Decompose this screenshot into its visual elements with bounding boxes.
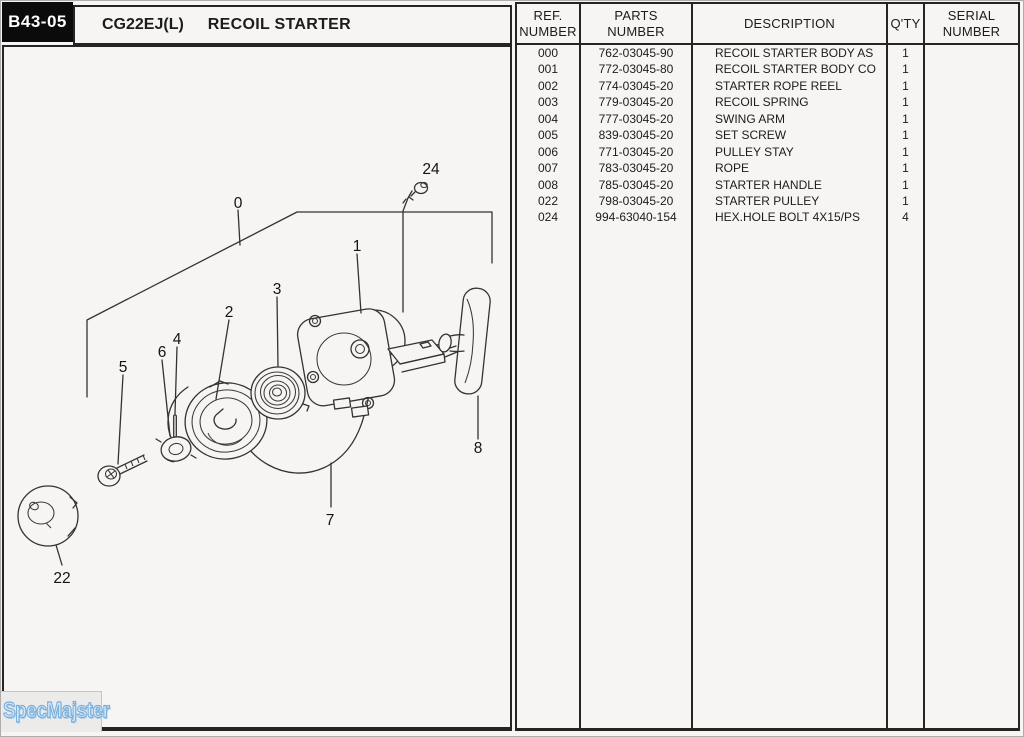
cell-desc: STARTER PULLEY bbox=[693, 193, 888, 209]
cell-qty: 1 bbox=[888, 144, 925, 160]
part-4-swing-arm bbox=[174, 415, 177, 437]
callout-24: 24 bbox=[422, 161, 440, 178]
callout-3: 3 bbox=[272, 281, 282, 298]
part-8-starter-handle bbox=[437, 287, 491, 395]
cell-desc: SET SCREW bbox=[693, 127, 888, 143]
callout-8: 8 bbox=[473, 440, 483, 457]
cell-part: 771-03045-20 bbox=[581, 144, 693, 160]
cell-desc: RECOIL STARTER BODY CO bbox=[693, 61, 888, 77]
cell-serial bbox=[925, 193, 1018, 209]
assembly-name: RECOIL STARTER bbox=[207, 16, 351, 33]
cell-desc: ROPE bbox=[693, 160, 888, 176]
part-3-recoil-spring bbox=[251, 367, 309, 419]
parts-table bbox=[515, 2, 1020, 731]
page-code: B43-05 bbox=[8, 12, 67, 31]
cell-serial bbox=[925, 144, 1018, 160]
cell-desc: STARTER HANDLE bbox=[693, 177, 888, 193]
cell-qty: 1 bbox=[888, 160, 925, 176]
callout-6: 6 bbox=[157, 344, 167, 361]
callout-4: 4 bbox=[172, 331, 182, 348]
cell-qty: 1 bbox=[888, 193, 925, 209]
cell-serial bbox=[925, 177, 1018, 193]
cell-part: 785-03045-20 bbox=[581, 177, 693, 193]
callout-5: 5 bbox=[118, 359, 128, 376]
col-header-qty: Q'TY bbox=[888, 4, 925, 45]
col-header-parts: PARTS NUMBER bbox=[581, 4, 693, 45]
cell-serial bbox=[925, 94, 1018, 110]
part-1-recoil-starter-body bbox=[295, 306, 457, 417]
cell-part: 839-03045-20 bbox=[581, 127, 693, 143]
page-title bbox=[73, 5, 512, 45]
cell-qty: 1 bbox=[888, 78, 925, 94]
model-code: CG22EJ(L) bbox=[102, 16, 184, 33]
cell-part: 994-63040-154 bbox=[581, 209, 693, 225]
cell-desc: PULLEY STAY bbox=[693, 144, 888, 160]
watermark-text: SpecMajster bbox=[3, 699, 110, 724]
cell-qty: 4 bbox=[888, 209, 925, 225]
cell-ref: 002 bbox=[517, 78, 581, 94]
col-header-serial: SERIAL NUMBER bbox=[925, 4, 1018, 45]
cell-part: 772-03045-80 bbox=[581, 61, 693, 77]
cell-part: 762-03045-90 bbox=[581, 45, 693, 61]
cell-desc: STARTER ROPE REEL bbox=[693, 78, 888, 94]
cell-qty: 1 bbox=[888, 127, 925, 143]
cell-desc: SWING ARM bbox=[693, 111, 888, 127]
callout-7: 7 bbox=[325, 512, 335, 529]
col-header-description: DESCRIPTION bbox=[693, 4, 888, 45]
col-header-ref: REF. NUMBER bbox=[517, 4, 581, 45]
exploded-diagram bbox=[4, 47, 510, 727]
cell-qty: 1 bbox=[888, 177, 925, 193]
cell-serial bbox=[925, 78, 1018, 94]
cell-serial bbox=[925, 61, 1018, 77]
callout-0: 0 bbox=[233, 195, 243, 212]
cell-ref: 007 bbox=[517, 160, 581, 176]
cell-part: 798-03045-20 bbox=[581, 193, 693, 209]
cell-ref: 003 bbox=[517, 94, 581, 110]
cell-part: 774-03045-20 bbox=[581, 78, 693, 94]
cell-serial bbox=[925, 45, 1018, 61]
cell-ref: 005 bbox=[517, 127, 581, 143]
cell-ref: 000 bbox=[517, 45, 581, 61]
cell-ref: 006 bbox=[517, 144, 581, 160]
part-5-set-screw bbox=[98, 455, 147, 486]
cell-qty: 1 bbox=[888, 61, 925, 77]
cell-ref: 004 bbox=[517, 111, 581, 127]
callout-1: 1 bbox=[352, 238, 362, 255]
cell-qty: 1 bbox=[888, 111, 925, 127]
cell-desc: RECOIL STARTER BODY AS bbox=[693, 45, 888, 61]
cell-serial bbox=[925, 127, 1018, 143]
cell-serial bbox=[925, 111, 1018, 127]
cell-part: 777-03045-20 bbox=[581, 111, 693, 127]
watermark bbox=[1, 691, 110, 732]
cell-ref: 022 bbox=[517, 193, 581, 209]
cell-ref: 024 bbox=[517, 209, 581, 225]
cell-qty: 1 bbox=[888, 94, 925, 110]
callout-22: 22 bbox=[53, 570, 71, 587]
cell-desc: RECOIL SPRING bbox=[693, 94, 888, 110]
part-22-starter-pulley bbox=[18, 486, 78, 546]
cell-qty: 1 bbox=[888, 45, 925, 61]
exploded-diagram-panel bbox=[2, 45, 512, 731]
page-code-badge bbox=[2, 2, 73, 42]
cell-part: 779-03045-20 bbox=[581, 94, 693, 110]
cell-ref: 001 bbox=[517, 61, 581, 77]
cell-ref: 008 bbox=[517, 177, 581, 193]
cell-serial bbox=[925, 209, 1018, 225]
cell-part: 783-03045-20 bbox=[581, 160, 693, 176]
cell-serial bbox=[925, 160, 1018, 176]
cell-desc: HEX.HOLE BOLT 4X15/PS bbox=[693, 209, 888, 225]
callout-2: 2 bbox=[224, 304, 234, 321]
